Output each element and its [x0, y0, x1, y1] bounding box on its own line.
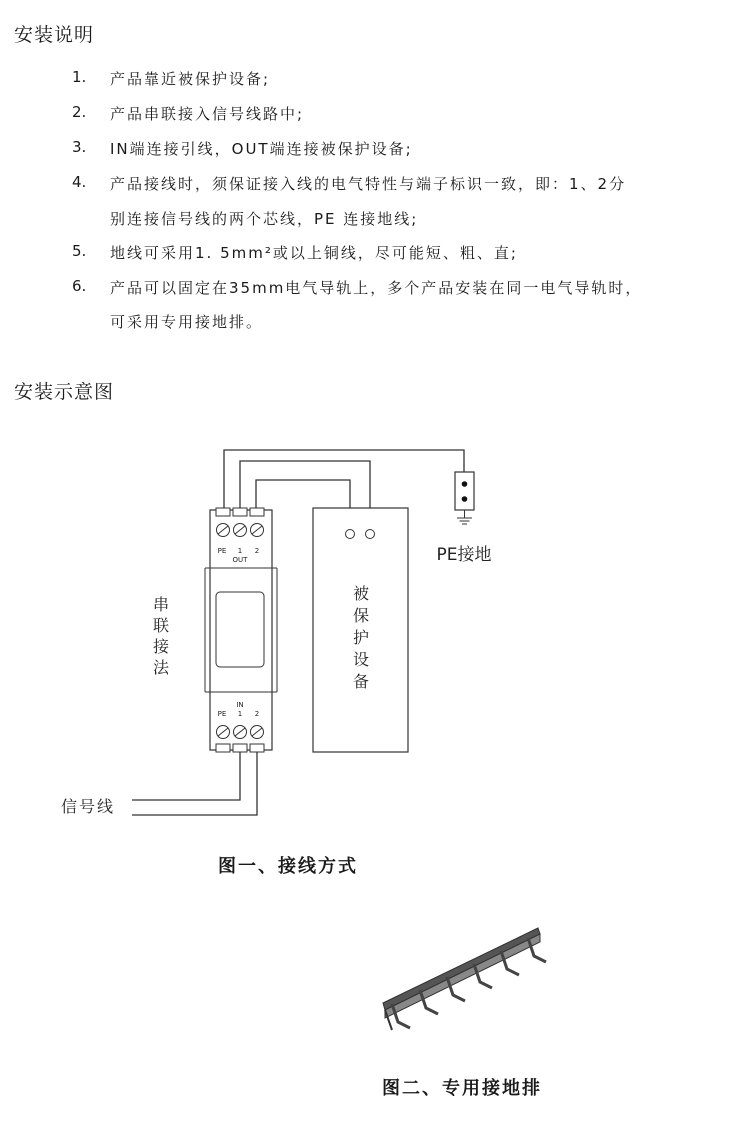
in-label: IN [236, 701, 244, 709]
item-2-number: 2. [72, 103, 87, 121]
item-4-text-line2: 别连接信号线的两个芯线，PE 连接地线; [110, 210, 419, 228]
item-3-number: 3. [72, 138, 87, 156]
figure-2-caption: 图二、专用接地排 [382, 1078, 542, 1099]
signal-wire-label: 信号线 [60, 797, 116, 816]
item-4-number: 4. [72, 173, 87, 191]
protected-device [313, 508, 408, 752]
ground-label: PE接地 [436, 545, 492, 565]
out-1-label: 1 [237, 547, 243, 555]
out-2-socket [250, 508, 264, 516]
surge-protector-module [205, 508, 277, 752]
series-connection-label [153, 595, 170, 677]
item-6-text-line2: 可采用专用接地排。 [110, 313, 264, 331]
svg-text:备: 备 [352, 672, 370, 691]
diagram-title: 安装示意图 [14, 381, 115, 403]
item-6-text-line1: 产品可以固定在35mm电气导轨上，多个产品安装在同一电气导轨时， [110, 279, 643, 297]
in-pe-label: PE [217, 710, 227, 718]
out-label: OUT [232, 556, 248, 564]
ground-terminal [437, 472, 492, 565]
in-1-socket [233, 744, 247, 752]
ground-symbol-icon [457, 518, 472, 524]
item-1-number: 1. [72, 68, 87, 86]
item-2-text: 产品串联接入信号线路中; [110, 105, 305, 123]
signal-wire-1 [132, 748, 240, 800]
install-notes-title: 安装说明 [14, 24, 95, 46]
item-4-text-line1: 产品接线时，须保证接入线的电气特性与端子标识一致，即：1、2分 [110, 175, 627, 193]
out-pe-label: PE [217, 547, 227, 555]
output-wires [132, 450, 464, 815]
svg-text:法: 法 [152, 658, 170, 677]
in-1-label: 1 [237, 710, 243, 718]
svg-text:串: 串 [152, 595, 170, 614]
item-6-number: 6. [72, 277, 87, 295]
out-pe-socket [216, 508, 230, 516]
svg-text:联: 联 [152, 616, 170, 635]
svg-text:设: 设 [352, 650, 370, 669]
item-3-text: IN端连接引线，OUT端连接被保护设备; [110, 140, 413, 158]
out-1-socket [233, 508, 247, 516]
status-window [216, 592, 264, 667]
grounding-bar-illustration [383, 928, 546, 1030]
figure-1-caption: 图一、接线方式 [218, 856, 358, 877]
svg-text:被: 被 [352, 584, 370, 603]
in-2-socket [250, 744, 264, 752]
pe-ground-wire [224, 450, 464, 512]
in-2-label: 2 [254, 710, 260, 718]
item-1-text: 产品靠近被保护设备; [110, 70, 271, 88]
device-terminal-2 [346, 530, 355, 539]
svg-text:接: 接 [152, 637, 170, 656]
svg-text:保: 保 [352, 606, 370, 625]
item-5-text: 地线可采用1. 5mm²或以上铜线，尽可能短、粗、直; [110, 244, 518, 262]
in-pe-socket [216, 744, 230, 752]
ground-block [455, 472, 474, 510]
out-2-label: 2 [254, 547, 260, 555]
item-5-number: 5. [72, 242, 87, 260]
device-terminal-1 [366, 530, 375, 539]
signal-wire-2 [132, 748, 257, 815]
svg-text:护: 护 [352, 628, 370, 647]
